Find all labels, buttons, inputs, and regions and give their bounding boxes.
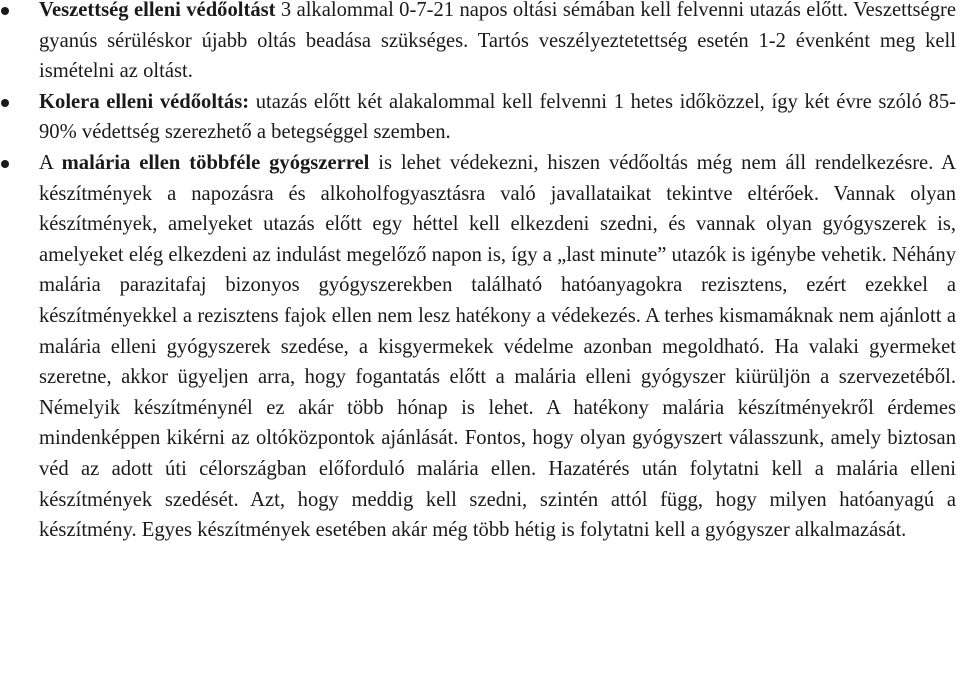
list-item-rabies xyxy=(0,0,960,87)
cholera-text: utazás előtt két alakalommal kell felvenni 1 hetes időközzel, így két évre szóló 85-90% védettség szerezhető a betegséggel szemben. xyxy=(39,90,957,144)
rabies-text: 3 alkalommal 0-7-21 napos oltási sémában kell felvenni utazás előtt. Veszettségre gyanús sérüléskor újabb oltás beadása szükséges. Tartós veszélyeztetettség esetén 1-2 évenként meg kell ismételni az oltást. xyxy=(39,0,956,83)
malaria-heading: malária ellen többféle gyógszerrel xyxy=(61,151,370,174)
list-item-malaria xyxy=(0,148,960,546)
rabies-heading: Veszettség elleni védőoltást xyxy=(39,0,276,21)
cholera-heading: Kolera elleni védőoltás: xyxy=(39,90,250,113)
list-item-cholera xyxy=(0,87,960,148)
malaria-text: is lehet védekezni, hiszen védőoltás még nem áll rendelkezésre. A készítmények a napozásra és alkoholfogyasztásra való javallataikat tekintve eltérőek. Vannak olyan készítmények, amelyeket utazás előtt egy héttel kell elkezdeni szedni, és vannak olyan gyógyszerek is, amelyeket elég elkezdeni az indulást megelőző napon is, így a „last minute” utazók is igénybe vehetik. Néhány malária parazitafaj bizonyos gyógyszerekben található hatóanyagokra rezisztens, ezért ezekkel a készítményekkel a rezisztens fajok ellen nem lesz hatékony a védekezés. A terhes kismamáknak nem ajánlott a malária elleni gyógyszerek szedése, a kisgyermekek védelme azonban megoldható. Ha valaki gyermeket szeretne, akkor ügyeljen arra, hogy fogantatás előtt a malária elleni gyógyszer kiürüljön a szervezetéből. Némelyik készítménynél ez akár több hónap is lehet. A hatékony malária készítményekről érdemes mindenképpen kikérni az oltóközpontok ajánlását. Fontos, hogy olyan gyógyszert válasszunk, amely biztosan véd az adott úti célországban előforduló malária ellen. Hazatérés után folytatni kell a malária elleni készítmények szedését. Azt, hogy meddig kell szedni, szintén attól függ, hogy milyen hatóanyagú a készítmény. Egyes készítmények esetében akár még több hétig is folytatni kell a gyógyszer alkalmazását. xyxy=(39,151,956,542)
bullet-icon xyxy=(1,160,9,168)
bullet-icon xyxy=(1,7,9,15)
bullet-icon xyxy=(1,99,9,107)
malaria-prefix: A xyxy=(39,151,62,174)
